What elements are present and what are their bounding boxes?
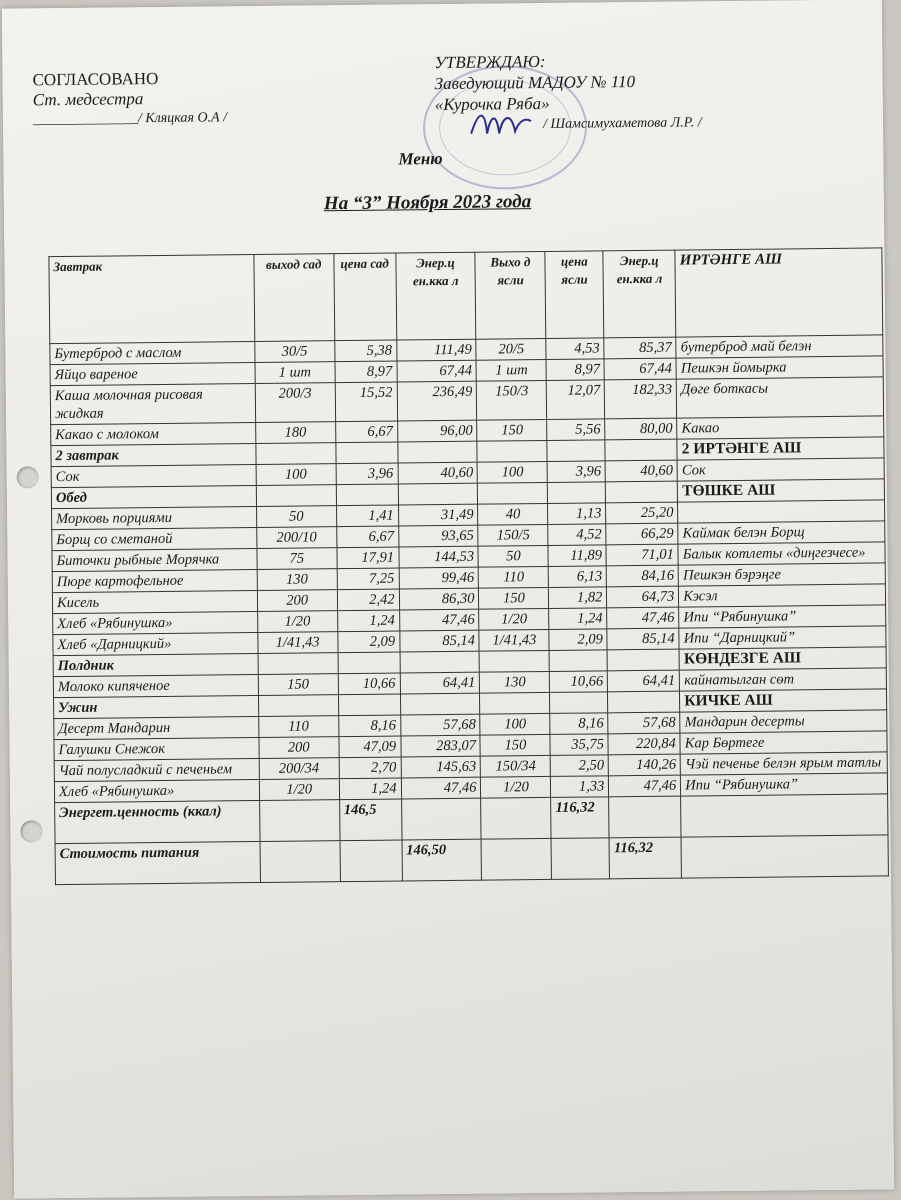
table-cell: 64,73 [607, 586, 679, 608]
table-cell: Ужин [54, 695, 259, 718]
approve-role: Заведующий МАДОУ № 110 [434, 72, 636, 94]
table-cell: 1,24 [339, 778, 401, 800]
approve-org: «Курочка Ряба» [434, 93, 550, 115]
table-cell: 150 [479, 587, 549, 609]
table-cell: 2,09 [549, 629, 607, 651]
table-cell: Яйцо вареное [50, 363, 255, 386]
agreed-signature-line: _______________/ Кляцкая О.А / [32, 110, 228, 128]
table-cell: Сок [677, 458, 884, 481]
table-cell: 99,46 [399, 567, 479, 589]
table-cell: 8,16 [338, 715, 400, 737]
table-cell: 200/3 [255, 383, 335, 423]
table-cell: бутерброд май белэн [676, 335, 883, 358]
table-cell: Пюре картофельное [52, 569, 257, 592]
table-cell: Ипи “Рябинушка” [679, 605, 886, 628]
table-cell [260, 841, 340, 883]
table-cell [480, 692, 550, 714]
table-cell: 2,50 [551, 755, 609, 777]
table-cell [397, 441, 477, 463]
table-cell: 6,67 [335, 421, 397, 443]
table-header-row [49, 248, 883, 344]
table-cell: 86,30 [399, 588, 479, 610]
table-cell: Пешкэн йомырка [676, 356, 883, 379]
table-cell: 100 [256, 464, 336, 486]
table-cell: 10,66 [338, 673, 400, 695]
date-title: На “3” Ноября 2023 года [323, 191, 532, 215]
table-cell: Бутерброд с маслом [50, 342, 255, 365]
table-cell: 1,41 [336, 505, 398, 527]
table-cell: Дөге боткасы [677, 377, 884, 418]
table-cell: 130 [257, 569, 337, 591]
table-cell: 1/20 [259, 779, 339, 801]
table-cell [256, 485, 336, 507]
menu-sheet [2, 0, 894, 1199]
table-cell: 96,00 [397, 420, 477, 442]
table-cell: 67,44 [604, 358, 676, 380]
table-cell: 7,25 [337, 568, 399, 590]
table-cell: 1,13 [548, 503, 606, 525]
table-cell [605, 439, 677, 461]
table-cell: 200 [257, 590, 337, 612]
table-cell [256, 443, 336, 465]
table-cell: Кар Бөртеге [680, 731, 887, 754]
table-cell: 71,01 [606, 544, 678, 566]
table-cell: 47,46 [401, 777, 481, 799]
agreed-role: Ст. медсестра [32, 89, 144, 110]
table-cell: 47,09 [339, 736, 401, 758]
menu-title: Меню [398, 149, 443, 169]
table-cell [340, 840, 402, 882]
table-cell: Молоко кипяченое [53, 674, 258, 697]
table-cell [400, 651, 480, 673]
table-cell [480, 650, 550, 672]
table-cell: Хлеб «Дарницкий» [53, 632, 258, 655]
table-cell: 6,67 [336, 526, 398, 548]
table-cell: 283,07 [401, 735, 481, 757]
table-cell [400, 693, 480, 715]
table-cell: 64,41 [608, 670, 680, 692]
table-cell: 50 [478, 545, 548, 567]
table-cell: 8,97 [335, 361, 397, 383]
table-cell: Полдник [53, 653, 258, 676]
table-cell: 200/34 [259, 758, 339, 780]
table-cell: 8,97 [546, 359, 604, 381]
table-cell: Ипи “Дарницкий” [679, 626, 886, 649]
table-cell [681, 835, 888, 878]
table-cell: 8,16 [550, 713, 608, 735]
table-cell [401, 798, 481, 840]
table-cell [681, 794, 888, 837]
table-cell: 2,42 [337, 589, 399, 611]
table-cell [336, 442, 398, 464]
table-cell: 47,46 [607, 607, 679, 629]
table-cell: 4,52 [548, 524, 606, 546]
table-cell: 64,41 [400, 672, 480, 694]
table-cell: 150/5 [478, 524, 548, 546]
table-cell: 85,14 [399, 630, 479, 652]
table-cell: Энергет.ценность (ккал) [55, 800, 260, 843]
table-cell: Хлеб «Рябинушка» [54, 779, 259, 802]
approve-block [434, 49, 702, 136]
table-cell: 85,37 [604, 337, 676, 359]
table-cell: 200 [259, 737, 339, 759]
menu-table [48, 247, 889, 885]
table-cell: Сок [51, 465, 256, 488]
table-cell [609, 796, 681, 838]
table-cell: 17,91 [337, 547, 399, 569]
table-cell [551, 838, 609, 880]
table-cell: 220,84 [608, 733, 680, 755]
table-cell: 5,56 [547, 419, 605, 441]
table-cell: 3,96 [547, 461, 605, 483]
table-cell: 47,46 [399, 609, 479, 631]
column-header: Энер.ц ен.кка л [395, 252, 476, 340]
table-cell: 10,66 [550, 671, 608, 693]
table-cell: Десерт Мандарин [54, 716, 259, 739]
table-cell: 100 [480, 713, 550, 735]
agreed-block [32, 68, 227, 130]
table-cell: 75 [257, 548, 337, 570]
table-cell: 1,82 [549, 587, 607, 609]
table-cell: 150 [480, 734, 550, 756]
table-cell: Галушки Снежок [54, 737, 259, 760]
table-cell: Кисель [52, 590, 257, 613]
column-header: Завтрак [49, 255, 255, 344]
table-cell: 146,5 [339, 799, 401, 841]
table-cell: 66,29 [606, 523, 678, 545]
table-cell [678, 500, 885, 523]
table-cell: 150/3 [477, 380, 547, 420]
table-cell: 4,53 [546, 338, 604, 360]
column-header: Выхо д ясли [475, 251, 546, 339]
table-cell: 111,49 [396, 339, 476, 361]
table-cell: Кэсэл [679, 584, 886, 607]
column-header: ИРТӘНГЕ АШ [675, 248, 883, 337]
table-cell: 1/20 [479, 608, 549, 630]
table-cell [547, 440, 605, 462]
table-cell: Хлеб «Рябинушка» [53, 611, 258, 634]
table-cell [481, 838, 551, 880]
column-header: цена сад [334, 253, 397, 341]
table-cell: 11,89 [548, 545, 606, 567]
table-cell [258, 695, 338, 717]
table-cell: 67,44 [397, 360, 477, 382]
table-cell [398, 483, 478, 505]
table-cell [607, 649, 679, 671]
table-cell: Чай полусладкий с печеньем [54, 758, 259, 781]
table-cell: 1,24 [549, 608, 607, 630]
table-cell: 1 шт [476, 359, 546, 381]
table-cell: 57,68 [608, 712, 680, 734]
table-cell: 20/5 [476, 338, 546, 360]
table-cell: 110 [258, 716, 338, 738]
table-cell: Ипи “Рябинушка” [681, 773, 888, 796]
table-cell: 145,63 [401, 756, 481, 778]
table-cell: 2 завтрак [51, 444, 256, 467]
table-cell: 236,49 [397, 381, 477, 421]
table-cell: 15,52 [335, 382, 397, 422]
table-cell: 93,65 [398, 525, 478, 547]
table-cell: 47,46 [609, 775, 681, 797]
table-cell: 85,14 [607, 628, 679, 650]
table-cell [606, 481, 678, 503]
table-cell: Борщ со сметаной [52, 528, 257, 551]
table-cell: Обед [51, 486, 256, 509]
table-cell [477, 440, 547, 462]
column-header: выход сад [254, 254, 335, 342]
table-cell: 140,26 [609, 754, 681, 776]
table-cell: Мандарин десерты [680, 710, 887, 733]
table-cell: 1/41,43 [479, 629, 549, 651]
table-cell: 40 [478, 503, 548, 525]
table-cell [478, 482, 548, 504]
column-header: цена ясли [545, 251, 604, 339]
table-cell: 12,07 [547, 380, 605, 420]
table-cell: 25,20 [606, 502, 678, 524]
table-cell: 144,53 [399, 546, 479, 568]
table-cell: 40,60 [398, 462, 478, 484]
table-cell: 150 [477, 419, 547, 441]
total-row [55, 835, 888, 885]
table-cell: 35,75 [550, 734, 608, 756]
approve-signature-line: / Шамсимухаметова Л.Р. / [542, 115, 702, 132]
punch-hole [20, 820, 42, 842]
table-cell: Биточки рыбные Морячка [52, 549, 257, 572]
agreed-title: СОГЛАСОВАНО [32, 69, 159, 90]
table-cell: 150 [258, 674, 338, 696]
table-cell [548, 482, 606, 504]
table-cell: 1,33 [551, 776, 609, 798]
table-cell: Пешкэн бэрэңге [678, 563, 885, 586]
table-cell: 30/5 [255, 341, 335, 363]
table-cell: Каша молочная рисовая жидкая [50, 384, 255, 425]
table-cell [259, 800, 339, 842]
table-cell: КӨНДЕЗГЕ АШ [679, 647, 886, 670]
table-cell [258, 653, 338, 675]
table-cell: Стоимость питания [55, 841, 260, 884]
table-cell: 110 [479, 566, 549, 588]
punch-hole [17, 466, 39, 488]
table-cell: Балык котлеты «диңгезчесе» [678, 542, 885, 565]
table-cell: 1,24 [337, 610, 399, 632]
table-cell [481, 797, 551, 839]
table-cell: 40,60 [605, 460, 677, 482]
table-cell: 146,50 [402, 839, 482, 881]
table-cell: 150/34 [481, 755, 551, 777]
table-cell: 1/41,43 [258, 632, 338, 654]
table-cell: Какао с молоком [51, 423, 256, 446]
table-cell: 5,38 [334, 340, 396, 362]
table-cell: 116,32 [609, 837, 681, 879]
table-cell: 80,00 [605, 418, 677, 440]
table-cell: 116,32 [551, 797, 609, 839]
table-cell: Каймак белэн Борщ [678, 521, 885, 544]
column-header: Энер.ц ен.кка л [603, 250, 676, 338]
table-cell: 50 [256, 506, 336, 528]
table-cell: 84,16 [607, 565, 679, 587]
table-cell: кайнатылган сөт [680, 668, 887, 691]
table-cell [608, 691, 680, 713]
table-cell: 2,09 [337, 631, 399, 653]
table-cell: 1/20 [481, 776, 551, 798]
table-cell [550, 692, 608, 714]
table-cell: 180 [255, 422, 335, 444]
table-cell: ТӨШКЕ АШ [678, 479, 885, 502]
table-cell [338, 694, 400, 716]
table-cell [549, 650, 607, 672]
table-cell: 57,68 [400, 714, 480, 736]
table-cell: 2 ИРТӘНГЕ АШ [677, 437, 884, 460]
table-cell: Морковь порциями [52, 507, 257, 530]
table-cell: 200/10 [256, 527, 336, 549]
table-cell: Какао [677, 416, 884, 439]
table-cell [336, 484, 398, 506]
table-cell: Чэй печенье белэн ярым татлы [680, 752, 887, 775]
approve-title: УТВЕРЖДАЮ: [434, 51, 546, 73]
table-cell: 31,49 [398, 504, 478, 526]
table-cell: КИЧКЕ АШ [680, 689, 887, 712]
table-cell [338, 652, 400, 674]
table-cell: 1 шт [255, 362, 335, 384]
table-cell: 100 [478, 461, 548, 483]
table-cell: 1/20 [257, 611, 337, 633]
table-cell: 2,70 [339, 757, 401, 779]
table-cell: 130 [480, 671, 550, 693]
table-cell: 6,13 [549, 566, 607, 588]
table-cell: 182,33 [605, 379, 677, 419]
table-cell: 3,96 [336, 463, 398, 485]
